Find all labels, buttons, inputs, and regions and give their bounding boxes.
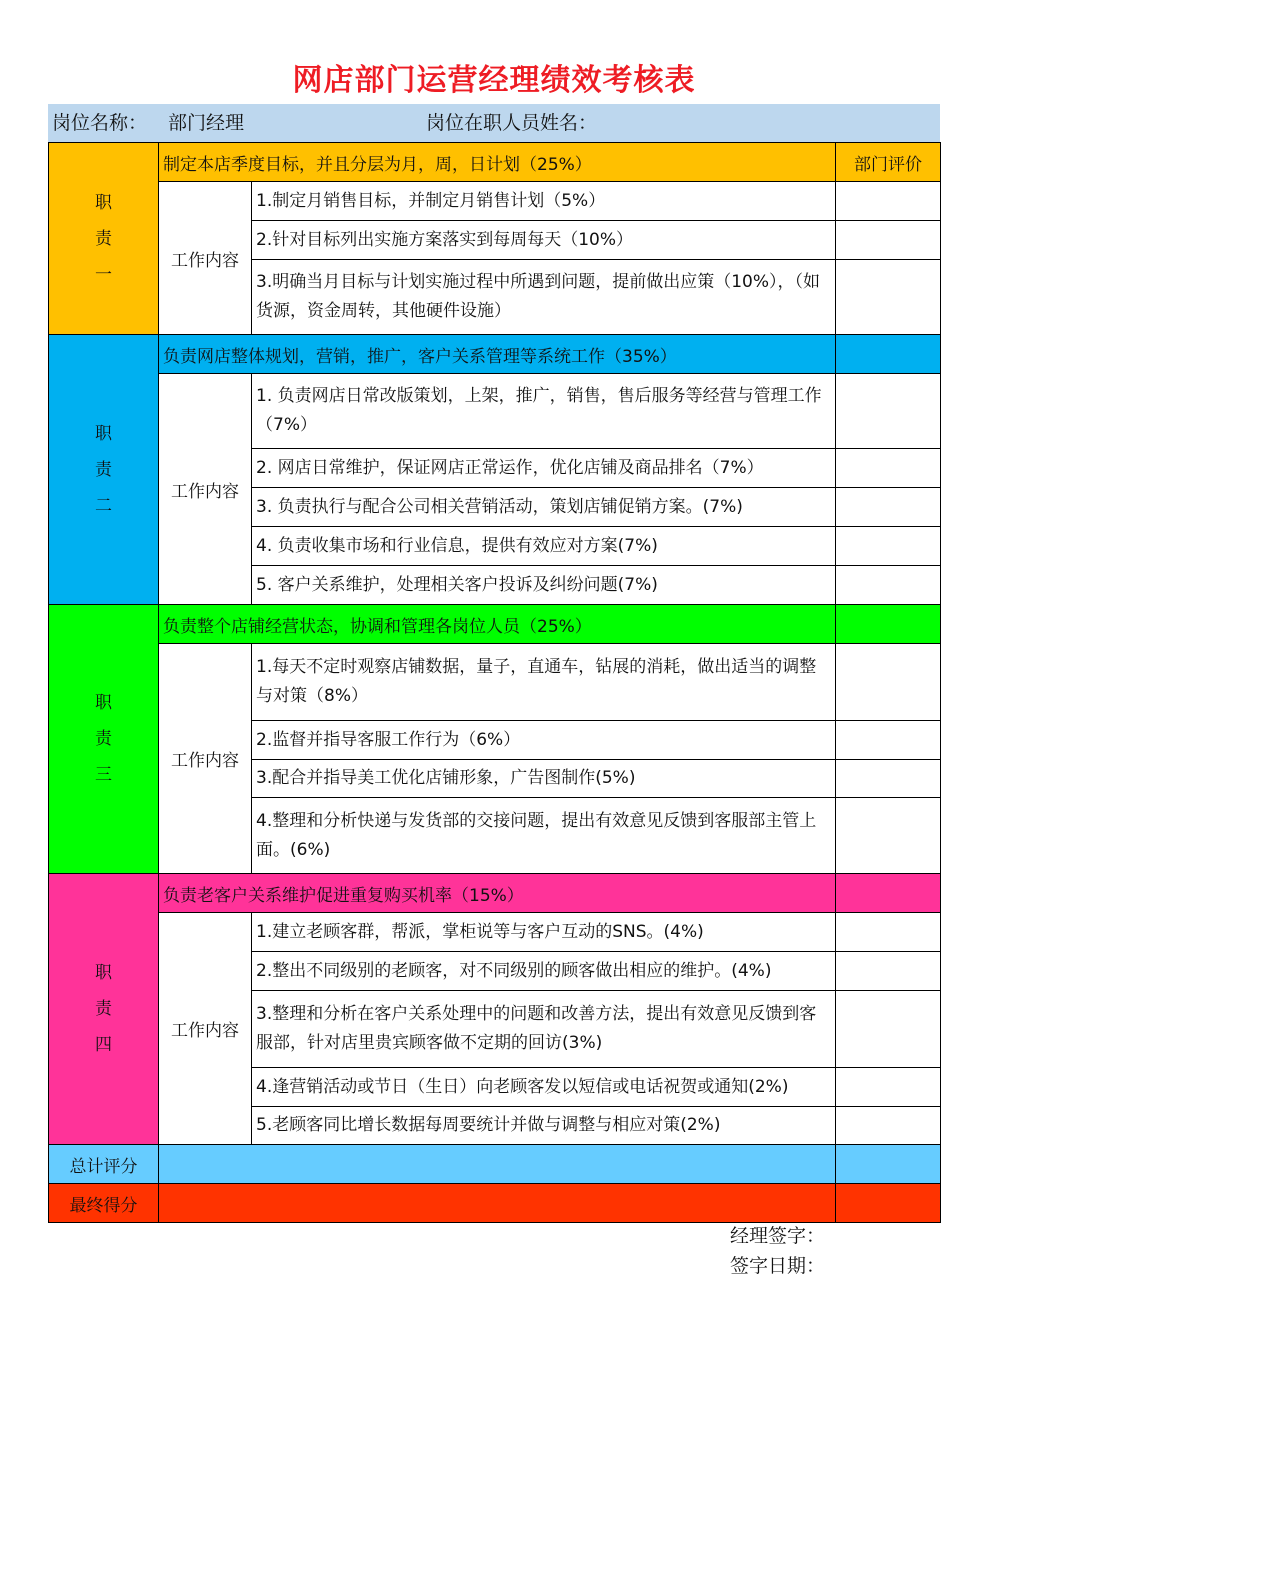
duty2-item-4: 4. 负责收集市场和行业信息，提供有效应对方案(7%) [252, 527, 836, 566]
score-cell[interactable] [836, 874, 941, 913]
duty4-item-4: 4.逢营销活动或节日（生日）向老顾客发以短信或电话祝贺或通知(2%) [252, 1068, 836, 1107]
duty1-heading: 制定本店季度目标，并且分层为月，周，日计划（25%） [159, 143, 836, 182]
table-row [49, 182, 941, 221]
duty2-heading-row [49, 335, 941, 374]
score-cell[interactable] [836, 605, 941, 644]
duty1-label: 职 责 一 [49, 143, 159, 335]
duty4-item-3: 3.整理和分析在客户关系处理中的问题和改善方法，提出有效意见反馈到客服部，针对店里贵宾顾客做不定期的回访(3%) [252, 991, 836, 1068]
duty4-heading-row [49, 874, 941, 913]
final-eval-cell[interactable] [836, 1184, 941, 1223]
duty1-item-2: 2.针对目标列出实施方案落实到每周每天（10%） [252, 221, 836, 260]
score-cell[interactable] [836, 721, 941, 760]
appraisal-table [48, 142, 941, 1223]
work-content-label: 工作内容 [159, 644, 252, 874]
eval-header: 部门评价 [836, 143, 941, 182]
duty1-heading-row [49, 143, 941, 182]
table-row [49, 913, 941, 952]
duty3-item-4: 4.整理和分析快递与发货部的交接问题，提出有效意见反馈到客服部主管上面。(6%) [252, 798, 836, 874]
duty1-item-1: 1.制定月销售目标，并制定月销售计划（5%） [252, 182, 836, 221]
duty2-label: 职 责 二 [49, 335, 159, 605]
score-cell[interactable] [836, 566, 941, 605]
score-cell[interactable] [836, 991, 941, 1068]
score-cell[interactable] [836, 221, 941, 260]
signature-date-label: 签字日期： [730, 1255, 826, 1277]
work-content-label: 工作内容 [159, 913, 252, 1145]
duty2-item-2: 2. 网店日常维护，保证网店正常运作，优化店铺及商品排名（7%） [252, 449, 836, 488]
duty2-heading: 负责网店整体规划，营销，推广，客户关系管理等系统工作（35%） [159, 335, 836, 374]
duty2-item-5: 5. 客户关系维护，处理相关客户投诉及纠纷问题(7%) [252, 566, 836, 605]
total-score-cell[interactable] [159, 1145, 836, 1184]
position-label: 岗位名称： [52, 112, 148, 134]
work-content-label: 工作内容 [159, 374, 252, 605]
final-score-cell[interactable] [159, 1184, 836, 1223]
table-row [49, 644, 941, 721]
table-row [49, 374, 941, 449]
duty4-item-1: 1.建立老顾客群，帮派，掌柜说等与客户互动的SNS。(4%) [252, 913, 836, 952]
score-cell[interactable] [836, 798, 941, 874]
duty2-item-1: 1. 负责网店日常改版策划，上架，推广，销售，售后服务等经营与管理工作（7%） [252, 374, 836, 449]
duty3-heading: 负责整个店铺经营状态，协调和管理各岗位人员（25%） [159, 605, 836, 644]
total-row [49, 1145, 941, 1184]
duty3-item-2: 2.监督并指导客服工作行为（6%） [252, 721, 836, 760]
final-row [49, 1184, 941, 1223]
page-title: 网店部门运营经理绩效考核表 [292, 63, 696, 98]
duty4-heading: 负责老客户关系维护促进重复购买机率（15%） [159, 874, 836, 913]
person-name-label: 岗位在职人员姓名： [426, 112, 598, 134]
score-cell[interactable] [836, 260, 941, 335]
work-content-label: 工作内容 [159, 182, 252, 335]
score-cell[interactable] [836, 488, 941, 527]
score-cell[interactable] [836, 1068, 941, 1107]
info-bar [48, 104, 940, 142]
duty3-heading-row [49, 605, 941, 644]
score-cell[interactable] [836, 913, 941, 952]
duty3-label: 职 责 三 [49, 605, 159, 874]
total-eval-cell[interactable] [836, 1145, 941, 1184]
manager-signature-label: 经理签字： [730, 1225, 826, 1247]
score-cell[interactable] [836, 182, 941, 221]
final-score-label: 最终得分 [49, 1184, 159, 1223]
duty4-item-2: 2.整出不同级别的老顾客，对不同级别的顾客做出相应的维护。(4%) [252, 952, 836, 991]
score-cell[interactable] [836, 1107, 941, 1145]
duty3-item-1: 1.每天不定时观察店铺数据，量子，直通车，钻展的消耗，做出适当的调整与对策（8%） [252, 644, 836, 721]
duty1-item-3: 3.明确当月目标与计划实施过程中所遇到问题，提前做出应策（10%），（如货源，资金周转，其他硬件设施） [252, 260, 836, 335]
total-score-label: 总计评分 [49, 1145, 159, 1184]
score-cell[interactable] [836, 374, 941, 449]
score-cell[interactable] [836, 449, 941, 488]
duty2-item-3: 3. 负责执行与配合公司相关营销活动，策划店铺促销方案。(7%) [252, 488, 836, 527]
score-cell[interactable] [836, 335, 941, 374]
duty4-label: 职 责 四 [49, 874, 159, 1145]
duty4-item-5: 5.老顾客同比增长数据每周要统计并做与调整与相应对策(2%) [252, 1107, 836, 1145]
score-cell[interactable] [836, 644, 941, 721]
score-cell[interactable] [836, 952, 941, 991]
score-cell[interactable] [836, 527, 941, 566]
position-value: 部门经理 [168, 112, 245, 134]
duty3-item-3: 3.配合并指导美工优化店铺形象，广告图制作(5%) [252, 760, 836, 798]
score-cell[interactable] [836, 760, 941, 798]
